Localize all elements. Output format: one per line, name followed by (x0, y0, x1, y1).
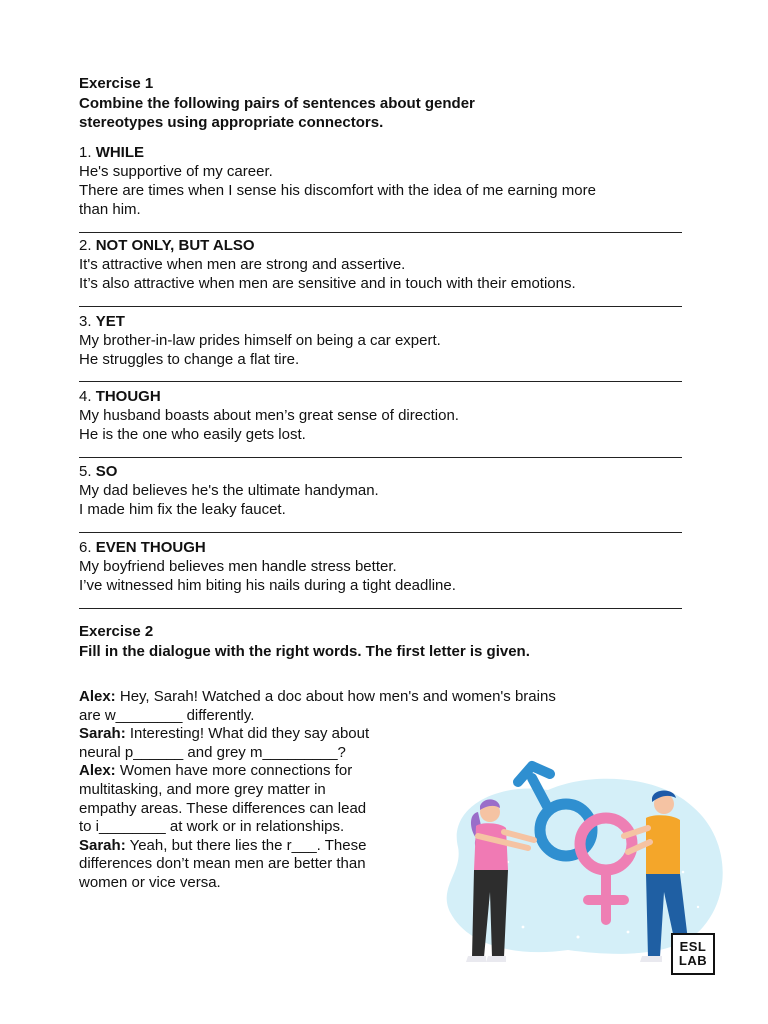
item-sentence: He is the one who easily gets lost. (79, 426, 306, 443)
exercise-2-instructions: Fill in the dialogue with the right words. The first letter is given. (79, 643, 530, 660)
item-sentence: My husband boasts about men’s great sense of direction. (79, 407, 459, 424)
exercise-item-3 (79, 312, 689, 369)
exercise-item-2 (79, 236, 689, 293)
dialogue-text: Women have more connections for (115, 762, 353, 780)
item-number: 6. (79, 539, 92, 556)
exercise-2-heading: Exercise 2 (79, 623, 154, 640)
item-connector: WHILE (95, 144, 145, 161)
answer-line-2[interactable] (79, 306, 682, 307)
item-number: 5. (79, 463, 92, 480)
item-connector: EVEN THOUGH (95, 539, 206, 556)
item-number: 1. (79, 144, 92, 161)
dialogue-text: Interesting! What did they say about (125, 725, 370, 743)
item-number: 3. (79, 313, 92, 330)
item-connector: THOUGH (95, 388, 161, 405)
answer-line-5[interactable] (79, 532, 682, 533)
dialogue-line (79, 725, 556, 744)
speaker-label: Alex: (79, 688, 116, 705)
item-sentence: He struggles to change a flat tire. (79, 351, 300, 368)
dialogue-text: multitasking, and more grey matter in (79, 780, 326, 798)
logo-line-1: ESL (679, 939, 707, 954)
exercise-item-4 (79, 387, 689, 444)
exercise-item-5 (79, 462, 689, 519)
answer-line-3[interactable] (79, 381, 682, 382)
item-connector: SO (95, 463, 118, 480)
dialogue-text: Hey, Sarah! Watched a doc about how men's and women's brains (115, 688, 556, 705)
answer-line-6[interactable] (79, 608, 682, 609)
dialogue-text: empathy areas. These differences can lead (79, 799, 367, 817)
dialogue-line (79, 688, 556, 707)
item-number: 4. (79, 388, 92, 405)
item-number: 2. (79, 237, 92, 254)
item-sentence: He's supportive of my career. (79, 163, 273, 180)
answer-line-1[interactable] (79, 232, 682, 233)
exercise-1-heading: Exercise 1 (79, 75, 154, 92)
dialogue-text: Yeah, but there lies the r___. These (125, 836, 367, 854)
dialogue-text: to i________ at work or in relationships. (79, 818, 345, 836)
exercise-1-instructions: Combine the following pairs of sentences about gender stereotypes using appropriate connectors. (79, 95, 475, 131)
dialogue-text: are w________ differently. (79, 706, 255, 724)
item-sentence: There are times when I sense his discomfort with the idea of me earning more (79, 182, 596, 199)
item-sentence: I’ve witnessed him biting his nails during a tight deadline. (79, 577, 456, 594)
dialogue-text: neural p______ and grey m_________? (79, 743, 346, 761)
dialogue-text: differences don’t mean men are better than (79, 855, 366, 873)
item-sentence: My dad believes he's the ultimate handyman. (79, 482, 379, 499)
dialogue-text: women or vice versa. (79, 873, 221, 891)
speaker-label: Sarah: (79, 725, 126, 743)
item-sentence: It’s also attractive when men are sensitive and in touch with their emotions. (79, 275, 576, 292)
speaker-label: Alex: (79, 762, 116, 780)
exercise-item-6 (79, 538, 689, 595)
esl-lab-logo (671, 933, 715, 975)
dialogue-line (79, 707, 556, 726)
speaker-label: Sarah: (79, 836, 126, 854)
item-sentence: My brother-in-law prides himself on being a car expert. (79, 332, 441, 349)
item-sentence: It's attractive when men are strong and assertive. (79, 256, 406, 273)
logo-line-2: LAB (678, 953, 708, 968)
answer-line-4[interactable] (79, 457, 682, 458)
exercise-item-1 (79, 143, 689, 219)
item-sentence: I made him fix the leaky faucet. (79, 501, 286, 518)
item-connector: YET (95, 313, 125, 330)
item-sentence: than him. (79, 201, 141, 218)
item-sentence: My boyfriend believes men handle stress better. (79, 558, 397, 575)
item-connector: NOT ONLY, BUT ALSO (95, 237, 255, 254)
